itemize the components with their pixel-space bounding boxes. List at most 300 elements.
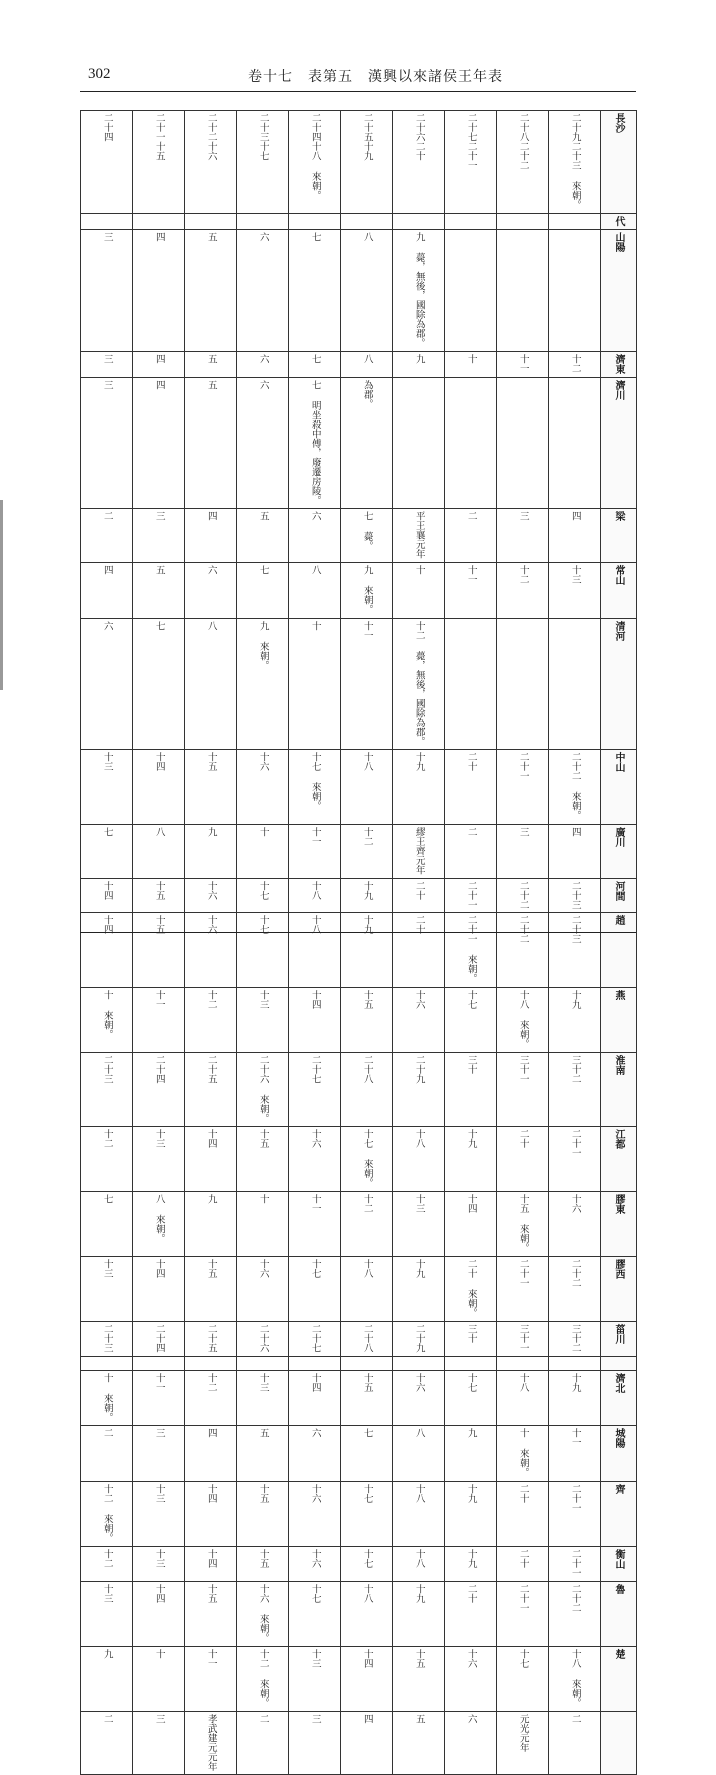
kingdom-label [601,1127,637,1192]
table-cell [185,1371,237,1426]
cell-text: 二十七 [309,1324,321,1353]
table-cell [133,1257,185,1322]
kingdom-label-text: 江都 [613,1129,624,1150]
cell-text: 十九 [413,752,425,772]
table-cell [341,1546,393,1581]
table-cell [341,1711,393,1774]
table-cell [497,213,549,229]
table-cell [81,824,133,878]
table-cell [185,351,237,377]
table-cell [81,1426,133,1481]
kingdom-label-text: 膠東 [613,1194,624,1215]
cell-text: 二十 [465,752,477,772]
cell-text: 十三 [413,1194,425,1214]
table-cell [341,1127,393,1192]
cell-text: 三十一 [517,1324,529,1353]
table-cell [81,1127,133,1192]
table-row [81,213,637,229]
kingdom-label-text: 魯 [613,1583,624,1594]
table-cell [133,1546,185,1581]
kingdom-label-text: 齊 [613,1483,624,1494]
cell-text: 十一 [517,353,529,373]
kingdom-label [601,509,637,563]
kingdom-label-text: 淮南 [613,1054,624,1075]
table-cell [393,750,445,824]
cell-text: 十四 [153,1259,165,1279]
table-cell [185,111,237,214]
cell-text: 二十四 [101,113,113,142]
table-cell [393,1581,445,1646]
table-cell [289,509,341,563]
cell-text: 二十三 [569,915,581,944]
cell-text: 二 [569,1713,581,1724]
table-cell [185,1711,237,1774]
table-cell [393,1646,445,1711]
table-cell [185,213,237,229]
table-row [81,509,637,563]
cell-text: 二十一 來朝。 [465,915,477,984]
cell-text: 二十一 [569,1483,581,1513]
cell-text: 十四 [361,1648,373,1668]
table-cell [237,1257,289,1322]
cell-text: 五 [257,1428,269,1438]
cell-text: 十三 [101,1583,113,1603]
table-cell [549,824,601,878]
table-cell [289,1546,341,1581]
table-cell [289,913,341,987]
table-cell [549,878,601,913]
cell-text: 七 [257,565,269,575]
cell-text: 十六 [205,880,217,900]
cell-text: 十三 [153,1129,165,1149]
table-cell [549,913,601,987]
cell-text: 十九 [569,1373,581,1392]
table-cell [393,618,445,749]
table-cell [341,351,393,377]
table-cell [445,1581,497,1646]
table-cell [393,377,445,508]
table-cell [549,1357,601,1371]
cell-text: 十七 [361,1548,373,1568]
table-cell [549,1481,601,1546]
cell-text: 十二 薨，無後，國除為郡。 [413,620,425,746]
cell-text: 十九 [569,989,581,1009]
table-cell [185,750,237,824]
cell-text: 四 [153,231,165,242]
table-cell [341,1052,393,1126]
cell-text: 四 [153,353,165,364]
cell-text: 十五 [413,1648,425,1668]
cell-text: 二十四 [153,1054,165,1084]
table-cell [185,1322,237,1357]
table-cell [393,1357,445,1371]
cell-text: 四 [205,511,217,521]
table-cell [393,878,445,913]
kingdom-label [601,913,637,987]
cell-text: 十 [465,353,477,364]
kingdom-label [601,1257,637,1322]
table-cell [133,351,185,377]
table-cell [289,111,341,214]
cell-text: 十五 [205,1259,217,1279]
cell-text: 十二 來朝。 [101,1483,113,1543]
table-cell [445,1646,497,1711]
table-row [81,1426,637,1481]
cell-text: 平王襄元年 [413,511,425,559]
table-cell [133,377,185,508]
cell-text: 十四 [205,1548,217,1568]
table-cell [185,1481,237,1546]
cell-text: 十九 [361,915,373,935]
cell-text: 十七 [257,880,269,900]
table-cell [445,1192,497,1257]
table-cell [81,1052,133,1126]
cell-text: 二十一 [517,1259,529,1288]
table-cell [289,824,341,878]
table-cell [133,1322,185,1357]
table-cell [133,1646,185,1711]
table-cell [445,1357,497,1371]
cell-text: 二十 [517,1129,529,1149]
table-cell [185,377,237,508]
cell-text: 十三 [101,1259,113,1279]
table-cell [497,1581,549,1646]
cell-text: 三 [101,231,113,242]
kingdom-label-text: 梁 [613,511,624,522]
cell-text: 十三 [257,989,269,1009]
table-cell [81,1192,133,1257]
cell-text: 十三 [257,1373,269,1392]
table-cell [81,1646,133,1711]
cell-text: 十六 [413,1373,425,1392]
cell-text: 十六 [309,1129,321,1149]
table-cell [81,1322,133,1357]
table-cell [133,1052,185,1126]
table-cell [237,618,289,749]
cell-text: 十三 [101,752,113,772]
cell-text: 四 [205,1428,217,1438]
cell-text: 十六 [465,1648,477,1668]
table-cell [445,824,497,878]
binding-edge [0,500,3,690]
kingdom-label [601,824,637,878]
table-cell [497,351,549,377]
table-cell [237,1371,289,1426]
table-cell [237,1322,289,1357]
table-cell [393,1192,445,1257]
cell-text: 二十 [413,880,425,900]
table-cell [549,750,601,824]
table-cell [341,987,393,1052]
cell-text: 十四 [101,880,113,900]
table-row [81,1322,637,1357]
table-cell [133,1481,185,1546]
cell-text: 二 [465,511,477,521]
table-row [81,1546,637,1581]
kingdom-label [601,111,637,214]
kingdom-label-text: 廣川 [613,826,624,847]
table-cell [497,377,549,508]
table-cell [237,1192,289,1257]
cell-text: 十二 [569,353,581,373]
kingdom-label [601,987,637,1052]
cell-text: 十七 [257,915,269,935]
table-cell [237,1481,289,1546]
cell-text: 十四 [153,1583,165,1603]
table-cell [341,1481,393,1546]
cell-text: 二十四十八 來朝。 [309,113,321,200]
table-cell [133,213,185,229]
cell-text: 十七 [465,989,477,1009]
table-cell [185,1581,237,1646]
table-cell [497,750,549,824]
table-cell [81,878,133,913]
table-cell [393,229,445,351]
cell-text: 十二 [205,989,217,1009]
cell-text: 三 [517,826,529,837]
table-cell [445,1481,497,1546]
table-cell [393,1322,445,1357]
table-cell [237,229,289,351]
table-cell [81,1481,133,1546]
cell-text: 二十一十五 [153,113,165,161]
table-cell [133,1426,185,1481]
kingdom-label [601,750,637,824]
cell-text: 二 [101,1713,113,1724]
cell-text: 十三 [153,1548,165,1568]
table-row [81,1371,637,1426]
cell-text: 十七 [465,1373,477,1392]
cell-text: 二十七二十一 [465,113,477,170]
cell-text: 七 [309,353,321,364]
cell-text: 十 來朝。 [517,1428,529,1478]
cell-text: 六 [205,565,217,575]
kingdom-label-text: 常山 [613,565,624,586]
cell-text: 十一 [361,620,373,640]
kingdom-label [601,1322,637,1357]
cell-text: 十八 [517,1373,529,1392]
table-cell [185,229,237,351]
table-cell [445,878,497,913]
cell-text: 七 明坐殺中傅，廢遷房陵。 [309,379,321,505]
table-cell [445,1127,497,1192]
cell-text: 二十九 [413,1054,425,1084]
cell-text: 三 [517,511,529,521]
table-cell [237,824,289,878]
table-cell [445,351,497,377]
table-cell [133,750,185,824]
table-cell [289,1371,341,1426]
table-cell [497,1127,549,1192]
table-cell [497,1546,549,1581]
table-row [81,913,637,987]
table-cell [549,1127,601,1192]
table-cell [497,1371,549,1426]
kingdom-label-text: 菑川 [613,1324,624,1345]
table-cell [341,878,393,913]
table-cell [81,750,133,824]
cell-text: 九 [413,353,425,364]
cell-text: 十九 [465,1548,477,1568]
cell-text: 三 [101,353,113,364]
table-row [81,351,637,377]
cell-text: 九 來朝。 [257,620,269,670]
kingdom-label-text: 燕 [613,989,624,1000]
table-cell [393,913,445,987]
cell-text: 二十三十七 [257,113,269,161]
table-cell [237,750,289,824]
kingdom-label [601,1546,637,1581]
cell-text: 十二 [517,565,529,585]
table-cell [81,213,133,229]
cell-text: 五 [257,511,269,521]
chronological-table [80,110,637,1775]
cell-text: 七 [153,620,165,631]
table-cell [341,111,393,214]
table-cell [445,1546,497,1581]
table-cell [185,1546,237,1581]
table-cell [445,750,497,824]
cell-text: 三 [153,1713,165,1724]
cell-text: 八 [413,1428,425,1438]
table-cell [289,1481,341,1546]
kingdom-label [601,878,637,913]
table-cell [549,377,601,508]
table-cell [393,1481,445,1546]
table-cell [497,824,549,878]
table-cell [549,1646,601,1711]
table-cell [289,878,341,913]
cell-text: 十四 [309,1373,321,1392]
cell-text: 二十二 [517,880,529,909]
cell-text: 十 [309,620,321,631]
cell-text: 十四 [205,1129,217,1149]
cell-text: 十四 [205,1483,217,1503]
kingdom-label-text: 河間 [613,880,624,901]
table-cell [497,229,549,351]
footer-rule [80,932,636,933]
cell-text: 二十九 [413,1324,425,1353]
table-row [81,1127,637,1192]
cell-text: 三 [153,1428,165,1438]
table-cell [393,213,445,229]
cell-text: 二十二十六 [205,113,217,161]
cell-text: 二十五 [205,1324,217,1353]
kingdom-label-text: 膠西 [613,1259,624,1280]
cell-text: 十九 [413,1259,425,1279]
kingdom-label-text: 濟川 [613,379,624,400]
cell-text: 三十 [465,1324,477,1344]
kingdom-label-text: 趙 [613,915,624,926]
cell-text: 十三 [153,1483,165,1503]
table-cell [81,987,133,1052]
table-cell [393,1546,445,1581]
cell-text: 二十六 [257,1324,269,1353]
cell-text: 十七 [309,1583,321,1603]
cell-text: 十六 [309,1548,321,1568]
cell-text: 二十一 [569,1548,581,1578]
cell-text: 十九 [465,1483,477,1503]
table-cell [393,1257,445,1322]
cell-text: 九 [465,1428,477,1438]
kingdom-label [601,1426,637,1481]
cell-text: 二十四 [153,1324,165,1353]
table-cell [341,1426,393,1481]
table-cell [341,563,393,618]
table-cell [445,913,497,987]
table-cell [289,213,341,229]
table-cell [341,213,393,229]
table-row [81,750,637,824]
kingdom-label [601,377,637,508]
table-cell [549,213,601,229]
table-cell [497,913,549,987]
table-cell [289,1646,341,1711]
table-cell [81,1371,133,1426]
table-cell [497,1052,549,1126]
table-cell [237,351,289,377]
table-row [81,1581,637,1646]
table-cell [341,1192,393,1257]
table-cell [549,111,601,214]
table-row [81,1646,637,1711]
cell-text: 六 [257,231,269,242]
table-cell [237,987,289,1052]
cell-text: 六 [465,1713,477,1724]
table-cell [497,1192,549,1257]
table-row [81,618,637,749]
table-cell [341,1646,393,1711]
table-cell [81,563,133,618]
table-cell [185,824,237,878]
table-cell [445,509,497,563]
table-cell [289,351,341,377]
table-cell [237,1357,289,1371]
table-cell [549,1711,601,1774]
table-cell [133,1357,185,1371]
table-cell [237,377,289,508]
table-cell [81,913,133,987]
table-cell [81,509,133,563]
table-cell [393,111,445,214]
cell-text: 十 來朝。 [101,989,113,1039]
cell-text: 二十三 [101,1054,113,1084]
cell-text: 十六 [413,989,425,1009]
cell-text: 二十 [517,1483,529,1503]
cell-text: 十四 [101,915,113,935]
table-cell [133,509,185,563]
table-cell [133,229,185,351]
table-cell [185,913,237,987]
cell-text: 十 [153,1648,165,1659]
cell-text: 七 [101,826,113,837]
cell-text: 十二 [101,1129,113,1149]
cell-text: 六 [309,1428,321,1438]
cell-text: 十四 [309,989,321,1009]
cell-text: 二十二 [517,915,529,944]
cell-text: 十一 [153,1373,165,1392]
cell-text: 十三 [309,1648,321,1668]
table-cell [341,824,393,878]
table-cell [237,1711,289,1774]
table-cell [549,563,601,618]
table-cell [289,987,341,1052]
table-cell [549,1192,601,1257]
table-row [81,1357,637,1371]
cell-text: 十五 [205,1583,217,1603]
table-cell [549,987,601,1052]
table-row [81,1052,637,1126]
